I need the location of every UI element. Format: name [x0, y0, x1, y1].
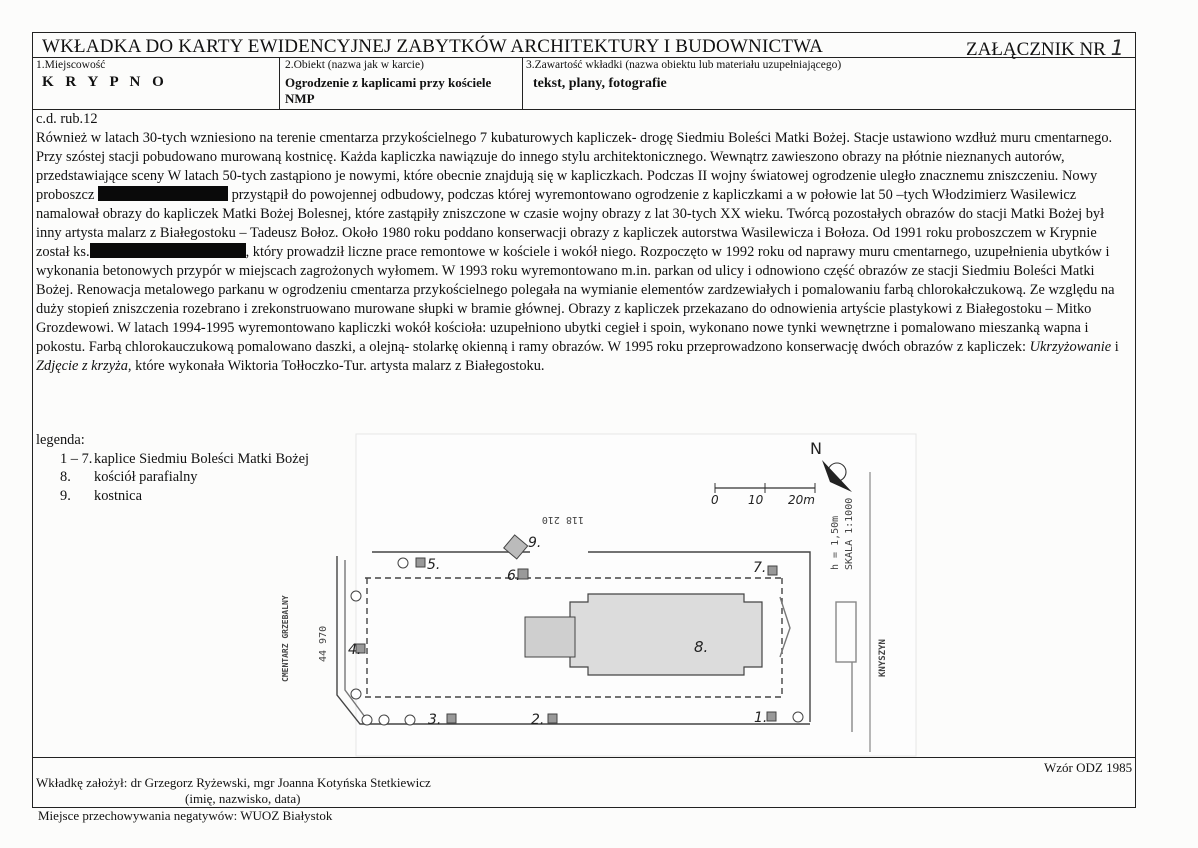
- legend-title: legenda:: [36, 432, 85, 448]
- legend-item-text: kostnica: [94, 487, 142, 504]
- scale-ten: 10: [748, 493, 764, 507]
- redaction-bar: [98, 186, 228, 201]
- church-porch: [525, 617, 575, 657]
- chapel-1: [767, 712, 776, 721]
- founder-line: Wkładkę założył: dr Grzegorz Ryżewski, mgr Joanna Kotyńska Stetkiewicz: [36, 775, 431, 790]
- text-part-4: które wykonała Wiktoria Tołłoczko-Tur. artysta malarz z Białegostoku.: [131, 358, 545, 374]
- label-chapel-7: 7.: [753, 560, 767, 576]
- text-part-3: , który prowadził liczne prace remontowe w kościele i wokół niego. Rozpoczęto w 1992 roku od naprawy muru cmentarnego, uzupełnienia ubytków i wykonania betonowych przypór w miejscach zagrożonych wyłomem. W 1993 roku wyremontowano m.in. parkan od ulicy i odnowiono część obrazów ze stacji Siedmiu Boleści Matki Bożej. Renowacja metalowego parkanu w ogrodzeniu cmentarza przykościelnego polegała na wymianie elementów zardzewiałych i pomalowaniu farbą chlorokałczukową. Ze względu na duży stopień zniszczenia rozebrano i zrekonstruowano murowane słupki w bramie głównej. Obrazy z kapliczek przekazano do odnowienia artyście plastykowi z Białegostoku – Mitko Grozdewowi. W latach 1994-1995 wyremontowano kapliczki wokół kościoła: uzupełniono ubytki cegieł i spoin, wykonano nowe tynki wewnętrzne i pomalowano mieszanką wapna i pokostu. Farbą chlorokauczukową pomalowano daszki, a olejną- stolarkę okienną i ramy obrazów. W 1995 roku przeprowadzono konserwację dwóch obrazów z kapliczek:: [36, 244, 1115, 355]
- redaction-bar: [90, 243, 246, 258]
- object-label: 2.Obiekt (nazwa jak w karcie): [285, 59, 424, 71]
- label-church: 8.: [694, 638, 709, 656]
- chapel-3: [447, 714, 456, 723]
- label-chapel-4: 4.: [348, 642, 362, 658]
- scale-label: SKALA 1:1000: [844, 497, 855, 570]
- legend-item-number: 1 – 7.: [60, 450, 93, 467]
- history-paragraph: [36, 129, 1130, 376]
- site-plan: [270, 432, 930, 762]
- legend-item: [36, 468, 309, 487]
- text-part-2: przystąpił do powojennej odbudowy, podczas której wyremontowano ogrodzenie z kapliczkami a w połowie lat 50 –tych Włodzimierz Wasilewicz namalował obrazy do kapliczek Matki Bożej Bolesnej, które zastąpiły zniszczone w czasie wojny obrazy z lat 30-tych XX wieku. Twórcą pozostałych obrazów do stacji Matki Bożej był inny artysta malarz z Białegostoku – Tadeusz Bołoz. Około 1980 roku poddano konserwacji obrazy z kapliczek autorstwa Wasilewicza i Bołoza. Od 1991 roku proboszczem w Krypnie został ks.: [36, 187, 1105, 260]
- annex-label: [966, 36, 1124, 61]
- legend-item: [36, 487, 309, 506]
- form-pattern: Wzór ODZ 1985: [1044, 760, 1133, 775]
- legend-item: [36, 450, 309, 469]
- label-chapel-1: 1.: [754, 710, 768, 726]
- legend-item-number: 9.: [60, 487, 71, 504]
- label-ossuary: 9.: [528, 535, 542, 551]
- label-chapel-2: 2.: [531, 712, 545, 728]
- scale-zero: 0: [711, 493, 719, 507]
- tree-marker: [351, 591, 361, 601]
- annex-label-text: ZAŁĄCZNIK NR: [966, 39, 1106, 60]
- chapel-marker: [398, 558, 408, 568]
- content-label: 3.Zawartość wkładki (nazwa obiektu lub materiału uzupełniającego): [526, 59, 842, 71]
- continued-marker: c.d. rub.12: [36, 111, 98, 127]
- place-value: K R Y P N O: [42, 74, 168, 90]
- north-label: N: [810, 439, 822, 458]
- label-chapel-6: 6.: [507, 568, 521, 584]
- left-coordinate: 44 970: [318, 625, 329, 662]
- church-outline: [570, 594, 762, 675]
- text-connector: i: [1111, 339, 1119, 355]
- legend: [36, 431, 309, 505]
- road-label: KNYSZYN: [878, 639, 888, 677]
- legend-item-text: kościół parafialny: [94, 469, 198, 485]
- wall-height-label: h = 1,50m: [830, 515, 841, 570]
- top-coordinate: 118 210: [541, 514, 584, 525]
- form-title: WKŁADKA DO KARTY EWIDENCYJNEJ ZABYTKÓW ARCHITEKTURY I BUDOWNICTWA: [42, 36, 824, 57]
- tree-marker: [351, 689, 361, 699]
- field-separator-1: [279, 57, 280, 109]
- object-value-line-2: NMP: [285, 91, 315, 106]
- site-plan-drawing: [270, 432, 930, 762]
- chapel-5: [416, 558, 425, 567]
- tree-marker: [793, 712, 803, 722]
- founder-hint: (imię, nazwisko, data): [185, 791, 301, 806]
- text-part-1: Również w latach 30-tych wzniesiono na terenie cmentarza przykościelnego 7 kubaturowych kapliczek- drogę Siedmiu Boleści Matki Bożej. Stacje ustawiono wzdłuż muru cmentarnego. Przy szóstej stacji pobudowano murowaną kostnicę. Każda kapliczka nawiązuje do innego stylu architektonicznego. Wewnątrz zawieszono obrazy na płótnie nieznanych autorów, przedstawiające sceny W latach 50-tych zastąpiono je nowymi, które obecnie znajdują się w kapliczkach. Podczas II wojny światowej ogrodzenie uległo znacznemu zniszczeniu. Nowy proboszcz: [36, 130, 1113, 203]
- label-chapel-3: 3.: [428, 712, 442, 728]
- legend-item-number: 8.: [60, 469, 71, 485]
- chapel-7: [768, 566, 777, 575]
- scale-twenty: 20m: [788, 493, 815, 507]
- chapel-2: [548, 714, 557, 723]
- negatives-location: Miejsce przechowywania negatywów: WUOZ Białystok: [38, 808, 333, 823]
- label-chapel-5: 5.: [427, 557, 441, 573]
- object-value-line-1: Ogrodzenie z kaplicami przy kościele: [285, 75, 492, 90]
- tree-marker: [362, 715, 372, 725]
- cemetery-label: CMENTARZ GRZEBALNY: [281, 595, 290, 682]
- legend-item-text: kaplice Siedmiu Boleści Matki Bożej: [94, 450, 310, 467]
- content-value: tekst, plany, fotografie: [533, 76, 667, 91]
- painting-title-1: Ukrzyżowanie: [1029, 339, 1112, 355]
- annex-number: 1: [1110, 36, 1124, 60]
- tree-marker: [405, 715, 415, 725]
- tree-marker: [379, 715, 389, 725]
- history-text: [36, 110, 1130, 376]
- place-label: 1.Miejscowość: [36, 59, 106, 71]
- field-separator-2: [522, 57, 523, 109]
- painting-title-2: Zdjęcie z krzyża,: [36, 358, 132, 374]
